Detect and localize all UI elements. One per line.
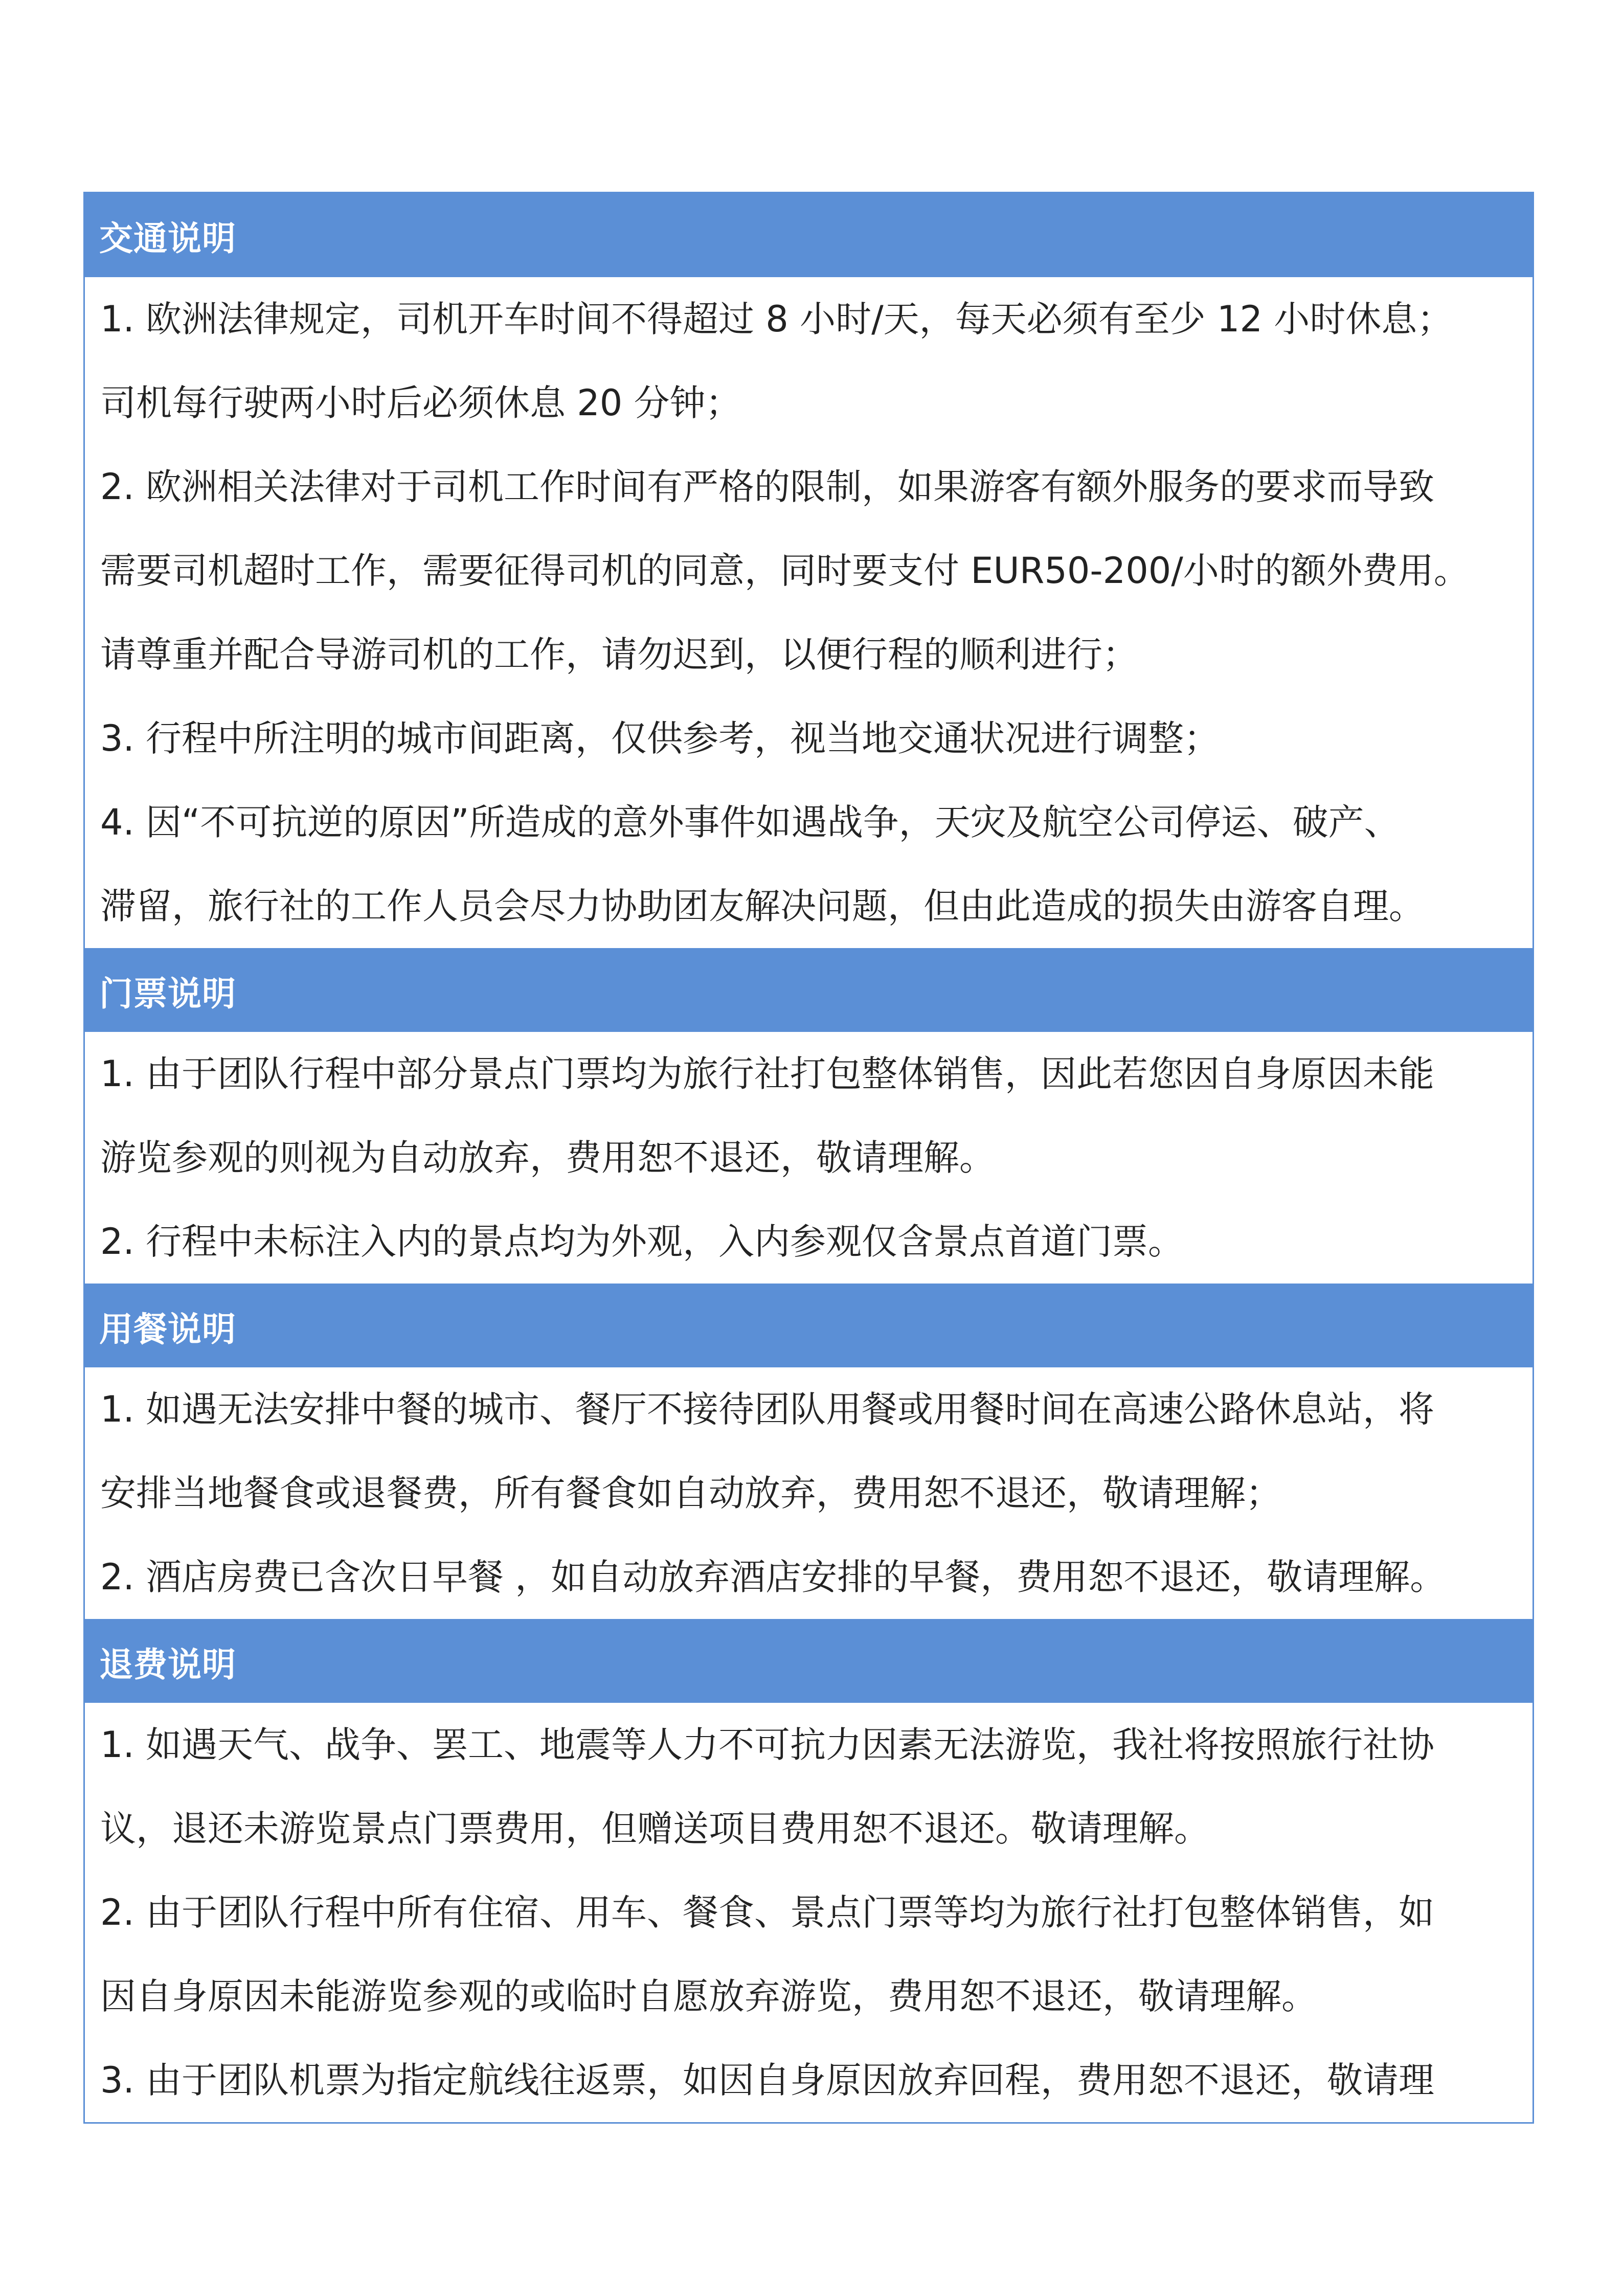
text-line: 2. 酒店房费已含次日早餐 ，如自动放弃酒店安排的早餐，费用恕不退还，敬请理解。 [100, 1556, 1446, 1598]
text-line: 请尊重并配合导游司机的工作，请勿迟到，以便行程的顺利进行； [100, 634, 1138, 676]
section-title: 用餐说明 [99, 1310, 236, 1349]
text-line: 需要司机超时工作，需要征得司机的同意，同时要支付 EUR50-200/小时的额外费用。 [100, 550, 1470, 592]
text-line: 1. 欧洲法律规定，司机开车时间不得超过 8 小时/天，每天必须有至少 12 小时休息； [100, 298, 1453, 340]
section-header-refunds [85, 1619, 1532, 1703]
text-line: 1. 如遇天气、战争、罢工、地震等人力不可抗力因素无法游览，我社将按照旅行社协 [100, 1724, 1435, 1766]
text-line: 议，退还未游览景点门票费用，但赠送项目费用恕不退还。敬请理解。 [100, 1808, 1210, 1850]
notes-table [83, 192, 1534, 2124]
text-line: 1. 如遇无法安排中餐的城市、餐厅不接待团队用餐或用餐时间在高速公路休息站，将 [100, 1388, 1435, 1430]
text-line: 因自身原因未能游览参观的或临时自愿放弃游览，费用恕不退还，敬请理解。 [100, 1975, 1317, 2017]
text-line: 安排当地餐食或退餐费，所有餐食如自动放弃，费用恕不退还，敬请理解； [100, 1472, 1281, 1514]
text-line: 2. 由于团队行程中所有住宿、用车、餐食、景点门票等均为旅行社打包整体销售，如 [100, 1892, 1435, 1933]
text-line: 司机每行驶两小时后必须休息 20 分钟； [100, 382, 741, 424]
section-title: 门票说明 [99, 974, 236, 1014]
text-line: 滞留，旅行社的工作人员会尽力协助团友解决问题，但由此造成的损失由游客自理。 [100, 885, 1425, 927]
section-body-meals [85, 1367, 1532, 1619]
section-header-meals [85, 1284, 1532, 1367]
text-line: 2. 行程中未标注入内的景点均为外观，入内参观仅含景点首道门票。 [100, 1221, 1184, 1263]
text-line: 4. 因“不可抗逆的原因”所造成的意外事件如遇战争，天灾及航空公司停运、破产、 [100, 801, 1400, 843]
section-title: 交通说明 [99, 218, 236, 258]
text-line: 1. 由于团队行程中部分景点门票均为旅行社打包整体销售，因此若您因自身原因未能 [100, 1053, 1435, 1095]
section-body-refunds [85, 1703, 1532, 2122]
section-title: 退费说明 [99, 1645, 236, 1684]
section-body-tickets [85, 1032, 1532, 1284]
text-line: 游览参观的则视为自动放弃，费用恕不退还，敬请理解。 [100, 1137, 995, 1179]
section-header-transport [85, 193, 1532, 277]
section-header-tickets [85, 948, 1532, 1032]
text-line: 3. 行程中所注明的城市间距离，仅供参考，视当地交通状况进行调整； [100, 717, 1220, 759]
text-line: 2. 欧洲相关法律对于司机工作时间有严格的限制，如果游客有额外服务的要求而导致 [100, 466, 1435, 508]
text-line: 3. 由于团队机票为指定航线往返票，如因自身原因放弃回程，费用恕不退还，敬请理 [100, 2059, 1435, 2101]
section-body-transport [85, 277, 1532, 948]
